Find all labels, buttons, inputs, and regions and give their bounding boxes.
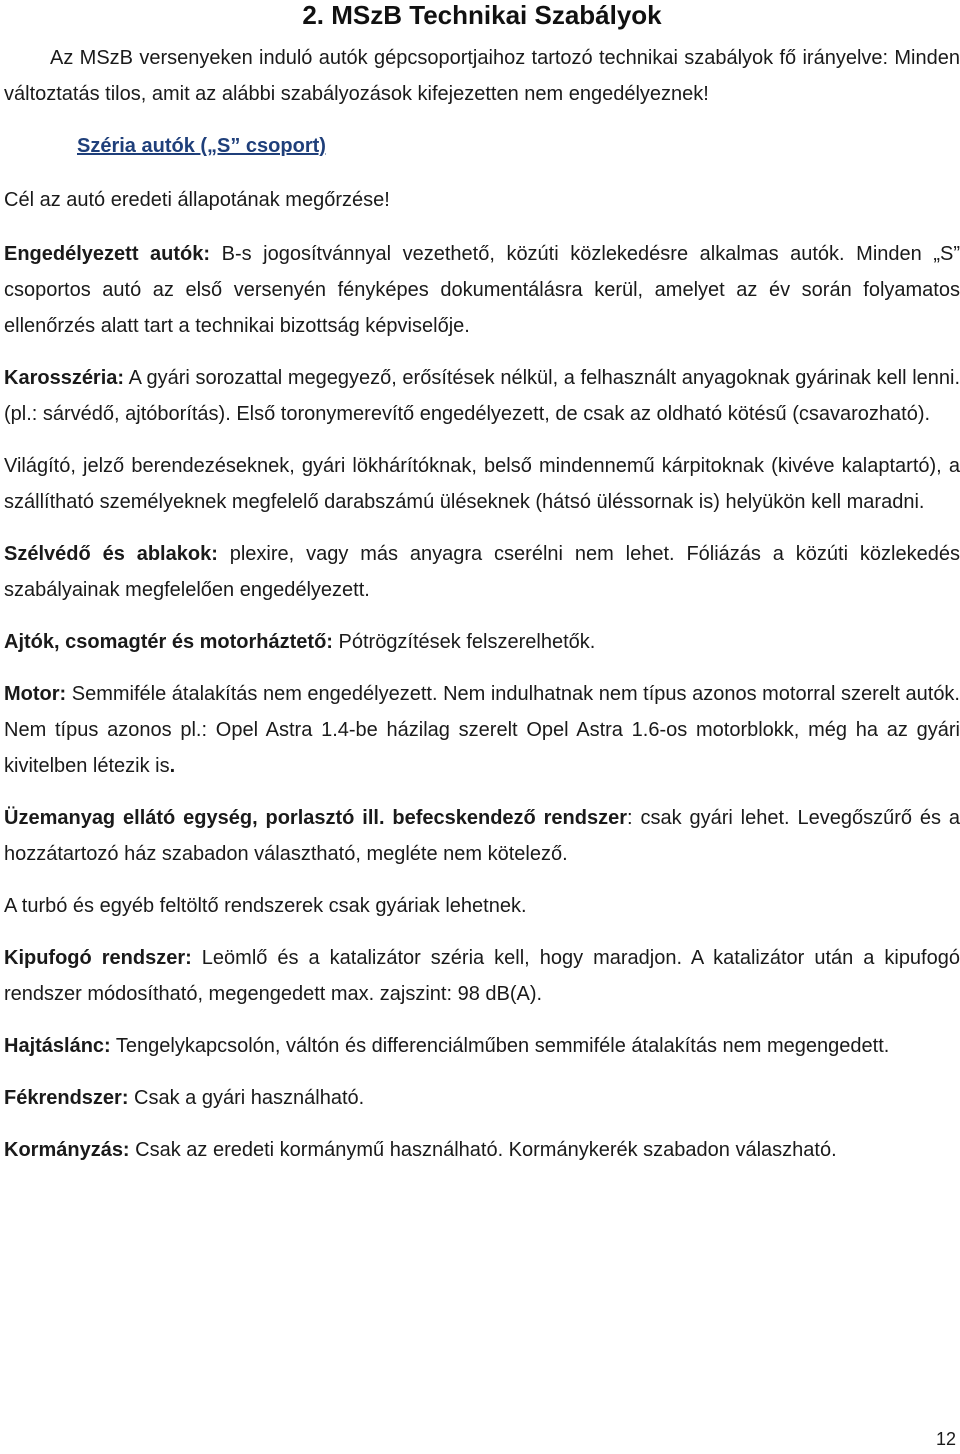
body-paragraph	[4, 360, 960, 432]
doors-paragraph	[4, 624, 960, 660]
exhaust-paragraph	[4, 940, 960, 1012]
lighting-paragraph: Világító, jelző berendezéseknek, gyári lökhárítóknak, belső mindennemű kárpitoknak (kivéve kalaptartó), a szállítható személyeknek megfelelő darabszámú üléseknek (hátsó üléssornak is) helyükön kell maradni.	[4, 455, 960, 513]
engine-label: Motor:	[4, 683, 67, 705]
steering-text: Csak az eredeti kormánymű használható. Kormánykerék szabadon válaszható.	[129, 1139, 837, 1161]
engine-end: .	[169, 755, 176, 777]
windshield-label: Szélvédő és ablakok:	[4, 543, 218, 565]
exhaust-text: Leömlő és a katalizátor széria kell, hogy maradjon. A katalizátor után a kipufogó rendszer módosítható, megengedett max. zajszint: 98 dB(A).	[4, 947, 960, 1005]
doors-text: Pótrögzítések felszerelhetők.	[332, 631, 596, 653]
steering-label: Kormányzás:	[4, 1139, 130, 1161]
drivetrain-label: Hajtáslánc:	[4, 1035, 111, 1057]
fuel-label: Üzemanyag ellátó egység, porlasztó ill. befecskendező rendszer	[4, 807, 628, 829]
drivetrain-paragraph	[4, 1028, 960, 1064]
doors-label: Ajtók, csomagtér és motorháztető:	[4, 631, 333, 653]
document-page	[4, 0, 960, 1168]
section-heading: Széria autók („S” csoport)	[77, 135, 326, 157]
windshield-paragraph	[4, 536, 960, 608]
page-number: 12	[935, 1429, 956, 1449]
allowed-cars-paragraph	[4, 236, 960, 344]
body-label: Karosszéria:	[4, 367, 125, 389]
turbo-paragraph: A turbó és egyéb feltöltő rendszerek csak gyáriak lehetnek.	[4, 895, 527, 917]
body-text: A gyári sorozattal megegyező, erősítések nélkül, a felhasznált anyagoknak gyárinak kell lenni.(pl.: sárvédő, ajtóborítás). Első toronymerevítő engedélyezett, de csak az oldható kötésű (csavarozható).	[4, 367, 960, 425]
engine-text: Semmiféle átalakítás nem engedélyezett. Nem indulhatnak nem típus azonos motorral szerelt autók. Nem típus azonos pl.: Opel Astra 1.4-be házilag szerelt Opel Astra 1.6-os motorblokk, még ha az gyári kivitelben létezik is	[4, 683, 960, 777]
brakes-text: Csak a gyári használható.	[128, 1087, 365, 1109]
fuel-text: : csak gyári lehet. Levegőszűrő és a hozzátartozó ház szabadon választható, megléte nem kötelező.	[4, 807, 960, 865]
intro-paragraph: Az MSzB versenyeken induló autók gépcsoportjaihoz tartozó technikai szabályok fő irányelve: Minden változtatás tilos, amit az alábbi szabályozások kifejezetten nem engedélyeznek!	[4, 47, 960, 105]
brakes-paragraph	[4, 1080, 960, 1116]
page-title: 2. MSzB Technikai Szabályok	[302, 0, 662, 30]
steering-paragraph	[4, 1132, 960, 1168]
exhaust-label: Kipufogó rendszer:	[4, 947, 192, 969]
goal-paragraph: Cél az autó eredeti állapotának megőrzése!	[4, 189, 390, 211]
allowed-cars-text: B-s jogosítvánnyal vezethető, közúti közlekedésre alkalmas autók. Minden „S” csoportos autó az első versenyén fényképes dokumentálásra kerül, amelyet az év során folyamatos ellenőrzés alatt tart a technikai bizottság képviselője.	[4, 243, 960, 337]
brakes-label: Fékrendszer:	[4, 1087, 129, 1109]
allowed-cars-label: Engedélyezett autók:	[4, 243, 211, 265]
fuel-paragraph	[4, 800, 960, 872]
engine-paragraph	[4, 676, 960, 784]
windshield-text: plexire, vagy más anyagra cserélni nem lehet. Fóliázás a közúti közlekedés szabályainak megfelelően engedélyezett.	[4, 543, 960, 601]
drivetrain-text: Tengelykapcsolón, váltón és differenciálműben semmiféle átalakítás nem megengedett.	[110, 1035, 890, 1057]
